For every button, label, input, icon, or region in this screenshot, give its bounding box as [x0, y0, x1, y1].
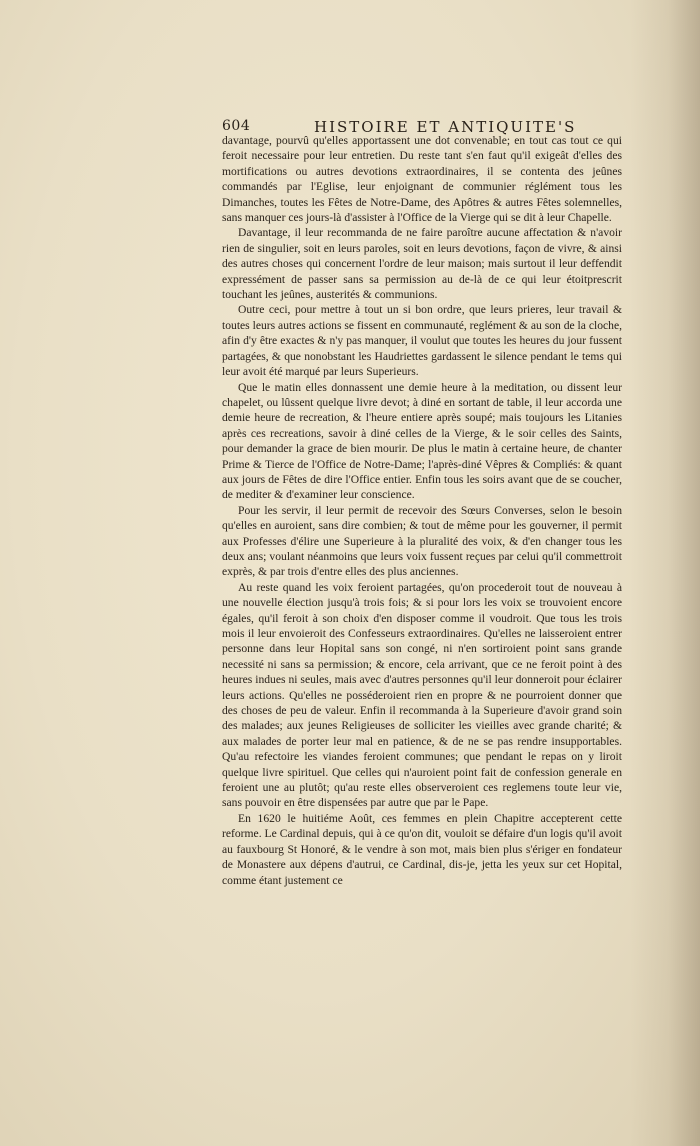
paragraph: En 1620 le huitiéme Août, ces femmes en plein Chapitre accepterent cette reforme. Le Cardinal depuis, qui à ce qu'on dit, vouloit se défaire d'un logis qu'il avoit au fauxbourg St Honoré, & le vendre à son mot, mais bien plus s'ériger en fondateur de Monastere aux dépens d'autrui, ce Cardinal, dis-je, jetta les yeux sur cet Hopital, comme étant justement ce [222, 811, 622, 887]
page-number: 604 [222, 118, 251, 134]
page-gutter-shadow [630, 0, 700, 1146]
paragraph: Pour les servir, il leur permit de recevoir des Sœurs Converses, selon le besoin qu'elles en auroient, sans dire combien; & tout de même pour les gouverner, il permit aux Professes d'élire une Superieure à la pluralité des voix, & d'en changer tous les deux ans; voulant néanmoins que leurs voix fussent reçues par celui qu'il commettroit exprès, & par trois d'entre elles des plus anciennes. [222, 503, 622, 579]
paragraph: Outre ceci, pour mettre à tout un si bon ordre, que leurs prieres, leur travail & toutes leurs autres actions se fissent en communauté, reglément & au son de la cloche, afin d'y être exactes & n'y pas manquer, il voulut que toutes les heures du jour fussent partagées, & que nonobstant les Haudriettes gardassent le silence pendant le tems qui leur avoit été marqué par leurs Superieurs. [222, 303, 622, 379]
paragraph: Davantage, il leur recommanda de ne faire paroître aucune affectation & n'avoir rien de singulier, soit en leurs paroles, soit en leurs devotions, façon de vivre, & ainsi des autres choses qui concernent l'ordre de leur maison; mais surtout il leur deffendit expressément de passer sans sa permission au de-là de ce qui leur étoitprescrit touchant les jeûnes, austerités & communions. [222, 226, 622, 302]
running-title: HISTOIRE ET ANTIQUITE'S [314, 118, 577, 136]
body-text [222, 133, 622, 888]
paragraph: davantage, pourvû qu'elles apportassent une dot convenable; en tout cas tout ce qui feroit necessaire pour leur entretien. Du reste tant s'en faut qu'il exigeât d'elles des mortifications ou autres devotions extraordinaires, il se contenta des jeûnes commandés par l'Eglise, leur enjoignant de communier réglément tous les Dimanches, toutes les Fêtes de Notre-Dame, des Apôtres & autres Fêtes solemnelles, sans manquer ces jours-là d'assister à l'Office de la Vierge qui se dit à leur Chapelle. [222, 134, 622, 225]
paragraph: Au reste quand les voix feroient partagées, qu'on procederoit tout de nouveau à une nouvelle élection jusqu'à trois fois; & si pour lors les voix se trouvoient encore égales, qu'il feroit à son choix d'en disposer comme il voudroit. Que tous les trois mois il leur envoieroit des Confesseurs extraordinaires. Qu'elles ne laisseroient entrer personne dans leur Hopital sans son congé, ni n'en sortiroient point sans grande necessité ni sans sa permission; & encore, cela arrivant, que ce ne feroit point à des heures indues ni seules, mais avec d'autres personnes qu'il leur donneroit pour éclairer leurs actions. Qu'elles ne posséderoient rien en propre & ne pourroient donner que des choses de peu de valeur. Enfin il recommanda à la Superieure d'avoir grand soin des malades; aux jeunes Religieuses de solliciter les vieilles avec grande charité; & aux malades de porter leur mal en patience, & de ne se pas rendre insupportables. Qu'au refectoire les viandes feroient communes; que pendant le repas on y liroit quelque livre spirituel. Que celles qui n'auroient point fait de confession generale en feroient une au plutôt; qu'au reste elles observeroient ces reglemens toute leur vie, sans pouvoir en être dispensées par autre que par le Pape. [222, 580, 622, 810]
paragraph: Que le matin elles donnassent une demie heure à la meditation, ou dissent leur chapelet, ou lûssent quelque livre devot; à diné en sortant de table, il leur accorda une demie heure de recreation, & l'heure entiere après soupé; mais toujours les Litanies après ces recreations, savoir à diné celles de la Vierge, & le soir celles des Saints, pour demander la grace de bien mourir. De plus le matin à certaine heure, de chanter Prime & Tierce de l'Office de Notre-Dame; l'après-diné Vêpres & Compliés: & quant aux jours de Fêtes de dire l'Office entier. Enfin tous les soirs avant que de se coucher, de mediter & d'examiner leur conscience. [222, 380, 622, 502]
